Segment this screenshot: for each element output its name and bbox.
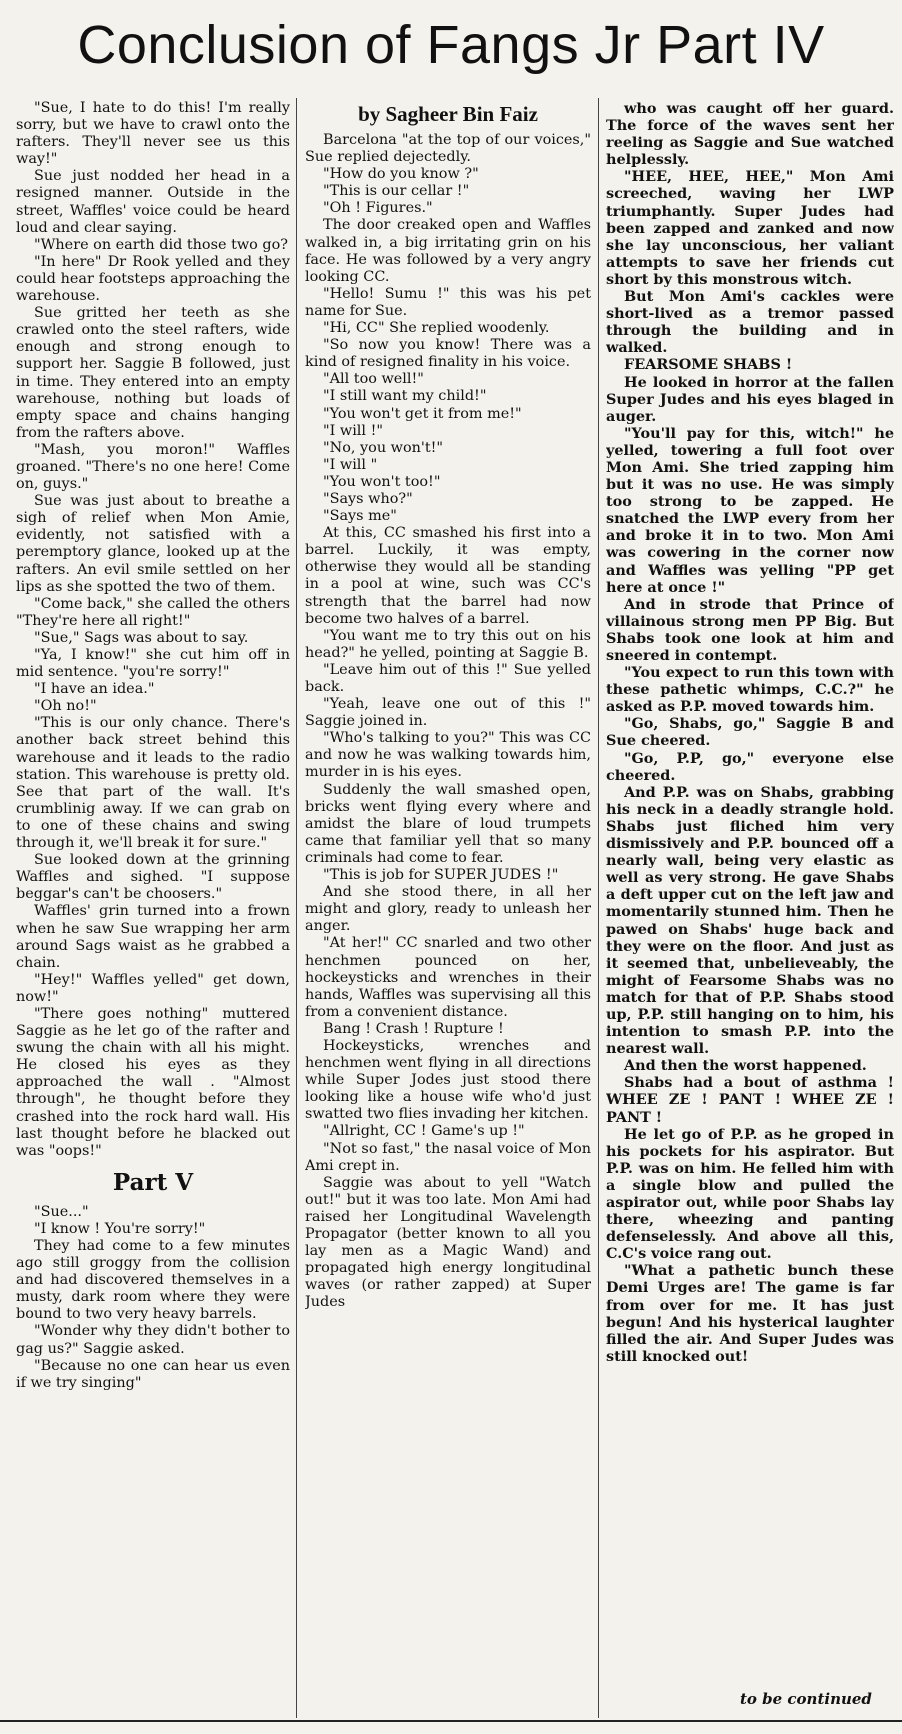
byline: by Sagheer Bin Faiz [358,102,538,126]
paragraph: "I will " [323,456,378,473]
paragraph: "Go, P.P, go," everyone else cheered. [606,749,894,784]
paragraph: They had come to a few minutes ago still groggy from the collision and had discovered themselves in a musty, dark room where they were bound to two very heavy barrels. [16,1238,290,1323]
paragraph: "At her!" CC snarled and two other henchmen pounced on her, hockeysticks and wrenches in their hands, Waffles was supervising all this from a convenient distance. [305,935,591,1020]
paragraph: "Says me" [323,508,397,525]
paragraph: "You expect to run this town with these pathetic whimps, C.C.?" he asked as P.P. moved towards him. [606,664,894,716]
part-v-subhead: Part V [112,1168,194,1196]
paragraph: "Sue," Sags was about to say. [34,629,249,646]
paragraph: "Go, Shabs, go," Saggie B and Sue cheered. [606,715,894,750]
paragraph: "Wonder why they didn't bother to gag us?" Saggie asked. [16,1323,290,1357]
column-rule [296,98,297,1718]
paragraph: And she stood there, in all her might and glory, ready to unleash her anger. [305,884,591,935]
paragraph: "How do you know ?" [323,166,479,183]
paragraph: "Hey!" Waffles yelled" get down, now!" [16,971,290,1005]
paragraph: "Because no one can hear us even if we try singing" [16,1357,290,1391]
paragraph: "Says who?" [323,490,413,507]
column-rule [598,98,599,1718]
column-2-body [305,132,591,1311]
paragraph: "Allright, CC ! Game's up !" [323,1123,525,1140]
paragraph: "Oh no!" [34,698,97,715]
paragraph: "Where on earth did those two go? [34,236,288,253]
paragraph: And P.P. was on Shabs, grabbing his neck in a deadly strangle hold. Shabs just fliched him very dismissively and P.P. bounced off a nearly wall, being very elastic as well as very strong. He gave Shabs a deft upper cut on the left jaw and momentarily stunned him. Then he pawed on Shabs' huge back and they were on the floor. And just as it seemed that, unbelieveably, the might of Fearsome Shabs was no match for that of P.P. Shabs stood up, P.P. still hanging on to him, his intention to smash P.P. into the nearest wall. [606,783,894,1058]
paragraph: "I know ! You're sorry!" [34,1220,206,1237]
paragraph: Barcelona "at the top of our voices," Sue replied dejectedly. [305,132,591,166]
paragraph: "I have an idea." [34,681,155,698]
paragraph: Sue looked down at the grinning Waffles and sighed. "I suppose beggar's can't be choosers." [16,852,290,903]
paragraph: "Leave him out of this !" Sue yelled back. [305,661,591,695]
to-be-continued: to be continued [740,1690,872,1708]
paragraph: And in strode that Prince of villainous strong men PP Big. But Shabs took one look at him and sneered in contempt. [606,595,894,664]
paragraph: "This is job for SUPER JUDES !" [323,867,559,884]
column-3-body [606,100,894,1365]
paragraph: Shabs had a bout of asthma ! WHEE ZE ! PANT ! WHEE ZE ! PANT ! [606,1074,894,1126]
paragraph: "You want me to try this out on his head?" he yelled, pointing at Saggie B. [305,627,591,661]
paragraph: "You won't get it from me!" [323,405,522,422]
paragraph: "Yeah, leave one out of this !" Saggie joined in. [305,696,591,730]
paragraph: "Sue..." [34,1203,89,1220]
column-3 [606,100,894,1715]
paragraph: "In here" Dr Rook yelled and they could hear footsteps approaching the warehouse. [16,253,290,305]
paragraph: Hockeysticks, wrenches and henchmen went flying in all directions while Super Jodes just stood there looking like a house wife who'd just swatted two flies invading her kitchen. [305,1037,591,1123]
paragraph: "Not so fast," the nasal voice of Mon Ami crept in. [305,1140,591,1174]
paragraph: "No, you won't!" [323,439,444,456]
paragraph: FEARSOME SHABS ! [624,356,793,374]
paragraph: He looked in horror at the fallen Super Judes and his eyes blaged in auger. [606,373,894,425]
paragraph: "You won't too!" [323,473,441,490]
paragraph: Suddenly the wall smashed open, bricks went flying every where and amidst the blare of loud trumpets came that familiar yell that so many criminals had come to fear. [305,781,591,866]
paragraph: "You'll pay for this, witch!" he yelled, towering a full foot over Mon Ami. She tried zapping him but it was no use. He was simply too strong to be zapped. He snatched the LWP every from her and broke it in to two. Mon Ami was cowering in the corner now and Waffles was yelling "PP get here at once !" [606,424,894,596]
paragraph: "Oh ! Figures." [323,200,433,217]
paragraph: "So now you know! There was a kind of resigned finality in his voice. [305,337,591,371]
column-1-part-v-body [16,1204,290,1392]
bottom-rule [0,1720,902,1722]
paragraph: "Who's talking to you?" This was CC and now he was walking towards him, murder in is his eyes. [305,730,591,781]
paragraph: "Come back," she called the others "They're here all right!" [16,595,290,629]
paragraph: Bang ! Crash ! Rupture ! [323,1020,504,1037]
paragraph: Waffles' grin turned into a frown when he saw Sue wrapping her arm around Sags waist as he grabbed a chain. [16,903,290,971]
headline: Conclusion of Fangs Jr Part IV [77,15,825,75]
paragraph: "Hi, CC" She replied woodenly. [323,320,550,337]
paragraph: "What a pathetic bunch these Demi Urges are! The game is far from over for me. It has just begun! And his hysterical laughter filled the air. And Super Judes was still knocked out! [606,1262,894,1365]
paragraph: "All too well!" [323,371,424,388]
paragraph: At this, CC smashed his first into a barrel. Luckily, it was empty, otherwise they would all be standing in a pool at wine, such was CC's strength that the barrel had now become two halves of a barrel. [305,525,591,627]
paragraph: "I will !" [323,422,383,439]
column-1-body [16,100,290,1160]
paragraph: "This is our cellar !" [323,183,470,200]
paragraph: "There goes nothing" muttered Saggie as he let go of the rafter and swung the chain with all his might. He closed his eyes as they approached the wall . "Almost through", he thought before they crashed into the rock hard wall. His last thought before he blacked out was "oops!" [16,1005,290,1159]
paragraph: "Mash, you moron!" Waffles groaned. "There's no one here! Come on, guys." [16,441,290,493]
paragraph: Sue gritted her teeth as she crawled onto the steel rafters, wide enough and strong enough to support her. Saggie B followed, just in time. They entered into an empty warehouse, nothing but loads of empty space and chains hanging from the rafters above. [16,305,290,441]
paragraph: "Ya, I know!" she cut him off in mid sentence. "you're sorry!" [16,647,290,681]
paragraph: who was caught off her guard. The force of the waves sent her reeling as Saggie and Sue watched helplessly. [606,100,894,169]
paragraph: "I still want my child!" [323,388,487,405]
paragraph: "Hello! Sumu !" this was his pet name for Sue. [305,285,591,319]
paragraph: "Sue, I hate to do this! I'm really sorry, but we have to crawl onto the rafters. They'll never see us this way!" [16,100,290,168]
column-1 [16,100,290,1660]
paragraph: The door creaked open and Waffles walked in, a big irritating grin on his face. He was followed by a very angry looking CC. [305,217,591,285]
column-2 [305,100,591,1715]
paragraph: Sue just nodded her head in a resigned manner. Outside in the street, Waffles' voice could be heard loud and clear saying. [16,168,290,236]
paragraph: "HEE, HEE, HEE," Mon Ami screeched, waving her LWP triumphantly. Super Judes had been zapped and zanked and now she lay unconscious, her valiant attempts to save her friends cut short by this monstrous witch. [606,168,894,288]
paragraph: And then the worst happened. [624,1057,867,1075]
paragraph: Saggie was about to yell "Watch out!" but it was too late. Mon Ami had raised her Longitudinal Wavelength Propagator (better known to all you lay men as a Magic Wand) and propagated high energy longitudinal waves (or rather zapped) at Super Judes [305,1174,591,1311]
paragraph: He let go of P.P. as he groped in his pockets for his aspirator. But P.P. was on him. He felled him with a single blow and pulled the aspirator out, while poor Shabs lay there, wheezing and panting defenselessly. And above all this, C.C's voice rang out. [606,1125,894,1263]
paragraph: But Mon Ami's cackles were short-lived as a tremor passed through the building and in walked. [606,288,894,357]
paragraph: Sue was just about to breathe a sigh of relief when Mon Amie, evidently, not satisfied with a peremptory glance, looked up at the rafters. An evil smile settled on her lips as she spotted the two of them. [16,493,290,595]
paragraph: "This is our only chance. There's another back street behind this warehouse and it leads to the radio station. This warehouse is pretty old. See that part of the wall. It's crumblinig away. If we can grab on to one of these chains and swing through it, we'll break it for sure." [16,715,290,852]
